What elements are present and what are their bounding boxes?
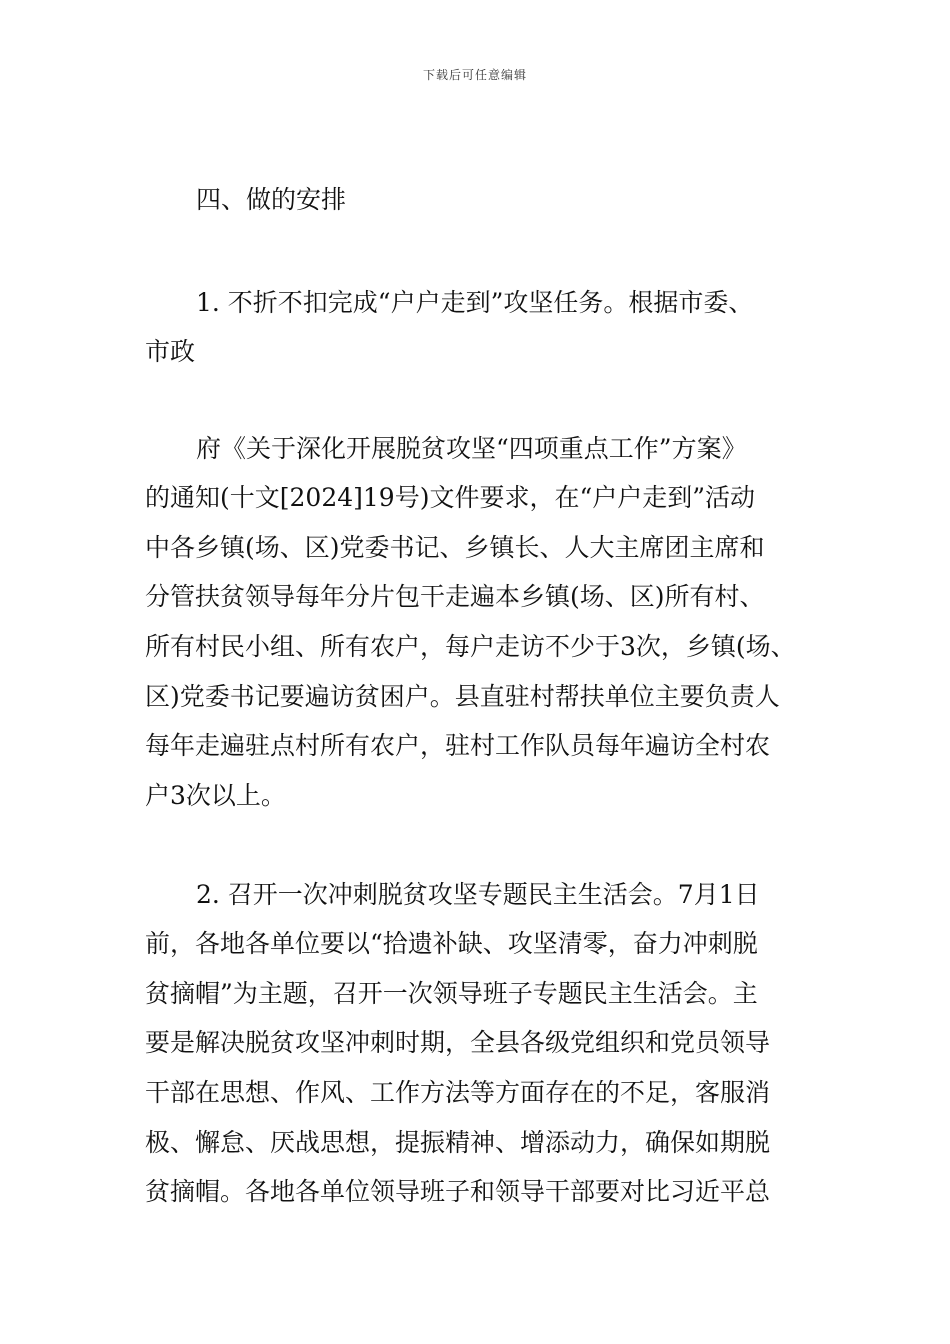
paragraph-2-line-6: 区)党委书记要遍访贫困户。县直驻村帮扶单位主要负责人 (145, 682, 780, 711)
paragraph-2-line-5: 所有村民小组、所有农户，每户走访不少于3次，乡镇(场、 (145, 632, 796, 661)
paragraph-1-line-2: 市政 (145, 337, 196, 366)
paragraph-3-line-3: 贫摘帽”为主题，召开一次领导班子专题民主生活会。主 (145, 979, 758, 1008)
paragraph-3-line-4: 要是解决脱贫攻坚冲刺时期，全县各级党组织和党员领导 (145, 1028, 771, 1057)
paragraph-3-line-7: 贫摘帽。各地各单位领导班子和领导干部要对比习近平总 (145, 1177, 771, 1206)
paragraph-2-line-8: 户3次以上。 (145, 781, 286, 810)
page-header: 下载后可任意编辑 (422, 68, 527, 82)
paragraph-1-line-1: 1. 不折不扣完成“户户走到”攻坚任务。根据市委、 (196, 288, 754, 317)
paragraph-2-line-1: 府《关于深化开展脱贫攻坚“四项重点工作”方案》 (196, 434, 747, 463)
paragraph-2-line-4: 分管扶贫领导每年分片包干走遍本乡镇(场、区)所有村、 (145, 582, 765, 611)
paragraph-3-line-2: 前，各地各单位要以“拾遗补缺、攻坚清零，奋力冲刺脱 (145, 929, 758, 958)
section-heading: 四、做的安排 (196, 185, 347, 214)
paragraph-3-line-1: 2. 召开一次冲刺脱贫攻坚专题民主生活会。7月1日 (196, 880, 760, 909)
paragraph-3-line-5: 干部在思想、作风、工作方法等方面存在的不足，客服消 (145, 1078, 771, 1107)
paragraph-2-line-7: 每年走遍驻点村所有农户，驻村工作队员每年遍访全村农 (145, 731, 771, 760)
paragraph-2-line-2: 的通知(十文[2024]19号)文件要求，在“户户走到”活动 (145, 483, 756, 512)
paragraph-2-line-3: 中各乡镇(场、区)党委书记、乡镇长、人大主席团主席和 (145, 533, 765, 562)
paragraph-3-line-6: 极、懈怠、厌战思想，提振精神、增添动力，确保如期脱 (145, 1128, 771, 1157)
